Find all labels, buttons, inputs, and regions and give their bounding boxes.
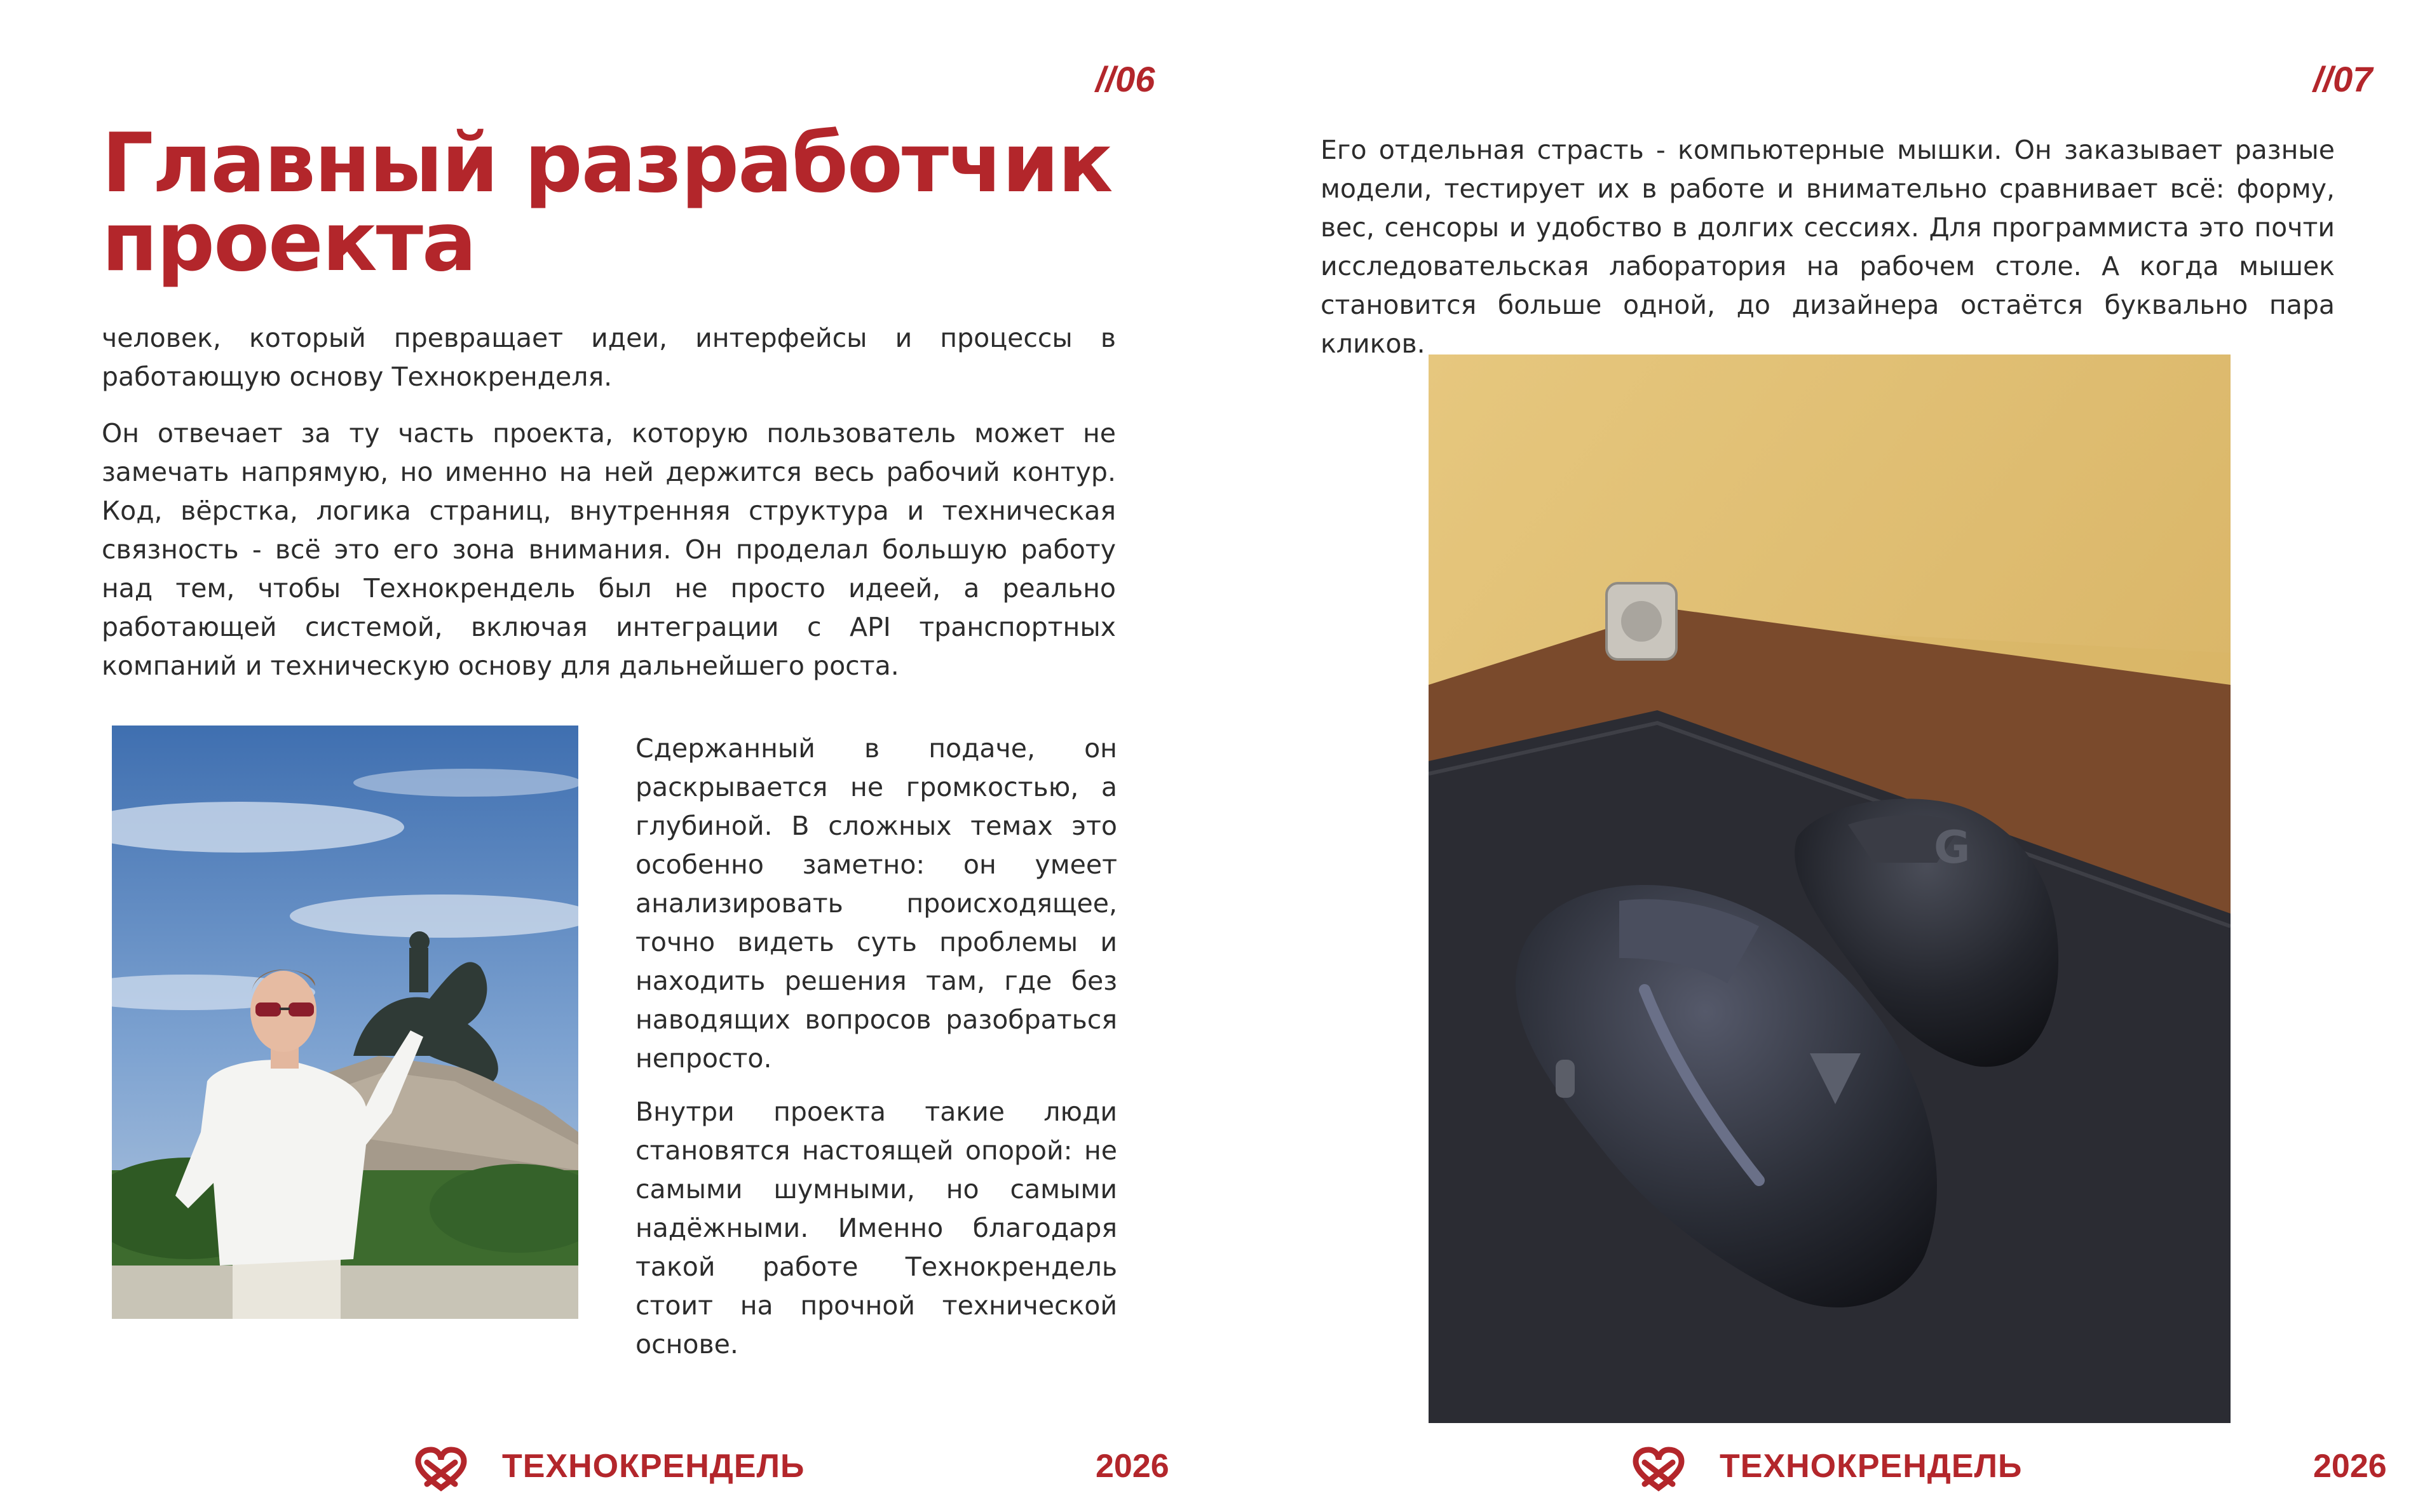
pretzel-logo-icon (414, 1446, 468, 1494)
role-paragraph: Внутри проекта такие люди становятся настоящей опорой: не самыми шумными, но самыми надёжными. Именно благодаря такой работе Технокрендель стоит на прочной технической основе. (635, 1097, 1117, 1360)
page-number: //06 (1096, 59, 1155, 99)
page-number: //07 (2313, 59, 2373, 99)
character-paragraph: Сдержанный в подаче, он раскрывается не громкостью, а глубиной. В сложных темах это особенно заметно: он умеет анализировать происходящее, точно видеть суть проблемы и находить решения там, где без наводящих вопросов разобраться непросто. (635, 733, 1117, 1074)
intro-paragraph: человек, который превращает идеи, интерфейсы и процессы в работающую основу Технокренделя. (102, 323, 1116, 392)
page-title: Главный разработчик проекта (102, 116, 1112, 290)
svg-text:G: G (1934, 821, 1971, 874)
developer-portrait-photo (112, 726, 578, 1319)
footer-year: 2026 (1096, 1448, 1169, 1485)
footer-year: 2026 (2313, 1448, 2387, 1485)
pretzel-logo-icon (1632, 1446, 1685, 1494)
footer-brand: ТЕХНОКРЕНДЕЛЬ (502, 1448, 805, 1485)
hobby-paragraph: Его отдельная страсть - компьютерные мышки. Он заказывает разные модели, тестирует их в работе и внимательно сравнивает всё: форму, вес, сенсоры и удобство в долгих сессиях. Для программиста это почти исследовательская лаборатория на рабочем столе. А когда мышек становится больше одной, до дизайнера остаётся буквально пара кликов. (1321, 135, 2335, 359)
responsibility-paragraph: Он отвечает за ту часть проекта, которую пользователь может не замечать напрямую, но именно на ней держится весь рабочий контур. Код, вёрстка, логика страниц, внутренняя структура и техническая связность - всё это его зона внимания. Он проделал большую работу над тем, чтобы Технокрендель был не просто идеей, а реально работающей системой, включая интеграции с API транспортных компаний и техническую основу для дальнейшего роста. (102, 418, 1116, 681)
computer-mice-photo (1429, 354, 2231, 1423)
footer-brand: ТЕХНОКРЕНДЕЛЬ (1720, 1448, 2023, 1485)
